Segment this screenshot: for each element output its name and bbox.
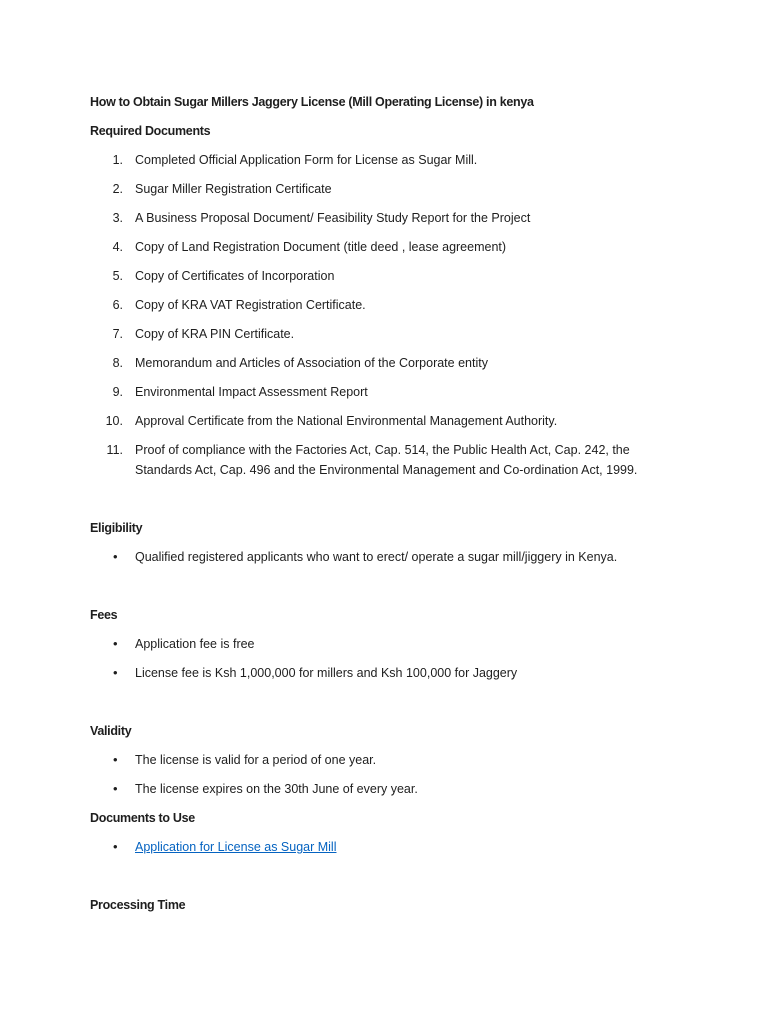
list-item-text: Proof of compliance with the Factories Act, Cap. 514, the Public Health Act, Cap. 242, the Standards Act, Cap. 496 and the Environmental Management and Co-ordination Act, 1999. xyxy=(135,443,638,477)
fees-list xyxy=(90,634,768,692)
documents-to-use-heading: Documents to Use xyxy=(90,811,195,825)
processing-time-heading: Processing Time xyxy=(90,898,186,912)
eligibility-list xyxy=(90,547,768,576)
list-item-text: Copy of Land Registration Document (title deed , lease agreement) xyxy=(135,240,507,254)
list-item-text: Memorandum and Articles of Association of the Corporate entity xyxy=(135,356,488,370)
bullet-icon: • xyxy=(113,665,118,680)
list-number: 11. xyxy=(106,443,123,457)
list-item-text: Copy of KRA VAT Registration Certificate. xyxy=(135,298,366,312)
list-number: 4. xyxy=(112,240,123,254)
validity-item xyxy=(90,779,768,808)
fees-item xyxy=(90,634,768,663)
required-document-item xyxy=(90,382,768,411)
required-document-item xyxy=(90,295,768,324)
required-document-item xyxy=(90,237,768,266)
eligibility-heading: Eligibility xyxy=(90,521,143,535)
required-document-item xyxy=(90,353,768,382)
validity-section xyxy=(90,692,768,808)
bullet-icon: • xyxy=(113,636,118,651)
list-item-text: Copy of Certificates of Incorporation xyxy=(135,269,335,283)
fees-heading: Fees xyxy=(90,608,118,622)
list-item-text: Environmental Impact Assessment Report xyxy=(135,385,368,399)
documents-to-use-section xyxy=(90,808,768,866)
fees-section xyxy=(90,576,768,692)
validity-heading: Validity xyxy=(90,724,132,738)
bullet-icon: • xyxy=(113,752,118,767)
list-item-text: License fee is Ksh 1,000,000 for millers and Ksh 100,000 for Jaggery xyxy=(135,666,518,680)
list-item-text: Application fee is free xyxy=(135,637,255,651)
list-item-text: Copy of KRA PIN Certificate. xyxy=(135,327,295,341)
list-number: 6. xyxy=(112,298,123,312)
required-document-item xyxy=(90,150,768,179)
eligibility-item xyxy=(90,547,768,576)
application-form-link[interactable]: Application for License as Sugar Mill xyxy=(135,840,337,854)
required-document-item xyxy=(90,324,768,353)
list-number: 7. xyxy=(112,327,123,341)
bullet-icon: • xyxy=(113,839,118,854)
list-number: 5. xyxy=(112,269,123,283)
list-number: 8. xyxy=(112,356,123,370)
list-item-text: Completed Official Application Form for License as Sugar Mill. xyxy=(135,153,478,167)
required-documents-section xyxy=(90,121,768,489)
validity-list xyxy=(90,750,768,808)
link-container xyxy=(135,837,655,857)
required-document-item xyxy=(90,208,768,237)
list-number: 9. xyxy=(112,385,123,399)
list-item-text: The license expires on the 30th June of every year. xyxy=(135,782,418,796)
document-title: How to Obtain Sugar Millers Jaggery License (Mill Operating License) in kenya xyxy=(90,95,534,109)
documents-to-use-item xyxy=(90,837,768,866)
list-item-text: Approval Certificate from the National Environmental Management Authority. xyxy=(135,414,558,428)
list-number: 2. xyxy=(112,182,123,196)
required-document-item xyxy=(90,179,768,208)
required-document-item xyxy=(90,266,768,295)
bullet-icon: • xyxy=(113,781,118,796)
eligibility-section xyxy=(90,489,768,576)
required-document-item xyxy=(90,440,768,489)
list-number: 1. xyxy=(112,153,123,167)
list-number: 10. xyxy=(105,414,123,428)
required-documents-heading: Required Documents xyxy=(90,124,211,138)
list-item-text: Sugar Miller Registration Certificate xyxy=(135,182,332,196)
processing-time-section xyxy=(90,866,768,924)
fees-item xyxy=(90,663,768,692)
required-document-item xyxy=(90,411,768,440)
list-item-text: The license is valid for a period of one year. xyxy=(135,753,377,767)
validity-item xyxy=(90,750,768,779)
list-number: 3. xyxy=(112,211,123,225)
bullet-icon: • xyxy=(113,549,118,564)
list-item-text: Qualified registered applicants who want to erect/ operate a sugar mill/jiggery in Kenya. xyxy=(135,550,618,564)
list-item-text: A Business Proposal Document/ Feasibility Study Report for the Project xyxy=(135,211,531,225)
required-documents-list xyxy=(90,150,768,489)
documents-to-use-list xyxy=(90,837,768,866)
